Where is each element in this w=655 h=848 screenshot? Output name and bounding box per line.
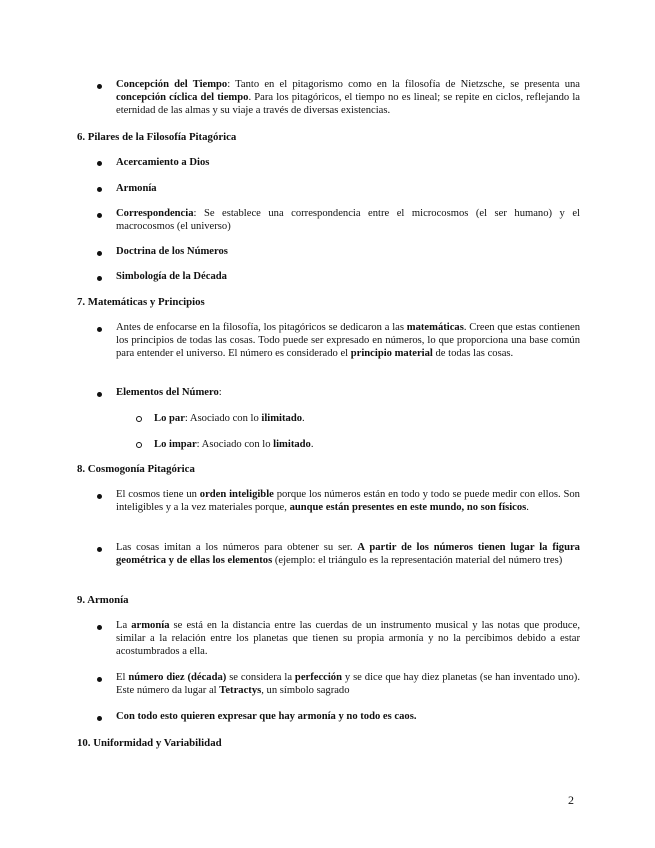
section-heading-10: 10. Uniformidad y Variabilidad bbox=[77, 737, 222, 749]
bullet-icon bbox=[97, 677, 102, 682]
bullet-icon bbox=[97, 625, 102, 630]
sub-list-item: Lo impar: Asociado con lo limitado. bbox=[154, 439, 314, 450]
list-item: Correspondencia: Se establece una correspondencia entre el microcosmos (el ser humano) y el macrocosmos (el universo) bbox=[116, 208, 580, 232]
section-heading-7: 7. Matemáticas y Principios bbox=[77, 296, 205, 308]
bullet-icon bbox=[97, 494, 102, 499]
list-item: Con todo esto quieren expresar que hay armonía y no todo es caos. bbox=[116, 711, 417, 722]
list-item: Acercamiento a Dios bbox=[116, 157, 210, 168]
bullet-icon bbox=[97, 276, 102, 281]
bullet-icon bbox=[97, 392, 102, 397]
bullet-icon bbox=[97, 716, 102, 721]
list-item: El número diez (década) se considera la perfección y se dice que hay diez planetas (se han inventado uno). Este número da lugar al Tetractys, un símbolo sagrado bbox=[116, 672, 580, 696]
term: concepción cíclica del tiempo bbox=[116, 92, 249, 103]
bullet-icon bbox=[97, 547, 102, 552]
section-heading-8: 8. Cosmogonía Pitagórica bbox=[77, 463, 195, 475]
bullet-icon bbox=[97, 213, 102, 218]
sub-bullet-icon bbox=[136, 442, 142, 448]
list-item: Antes de enfocarse en la filosofía, los pitagóricos se dedicaron a las matemáticas. Creen que estas contienen los principios de todas las cosas. Todo puede ser expresado en números, lo que proporciona una base común para entender el universo. El número es considerado el principio material de todas las cosas. bbox=[116, 322, 580, 359]
list-item: El cosmos tiene un orden inteligible porque los números están en todo y todo se puede medir con ellos. Son inteligibles y a la vez materiales porque, aunque están presentes en este mundo, no son físicos. bbox=[116, 489, 580, 513]
bullet-icon bbox=[97, 84, 102, 89]
text: . Para los pitagóricos, el tiempo no es lineal; se repite en ciclos, reflejando la eternidad de las almas y su viaje a través de diversas existencias. bbox=[116, 92, 581, 116]
bullet-icon bbox=[97, 161, 102, 166]
bullet-icon bbox=[97, 327, 102, 332]
list-item: Doctrina de los Números bbox=[116, 246, 228, 257]
text: : Tanto en el pitagorismo como en la filosofía de Nietzsche, se presenta una bbox=[227, 79, 580, 90]
section-heading-9: 9. Armonía bbox=[77, 594, 129, 606]
bullet-icon bbox=[97, 187, 102, 192]
list-item: Armonía bbox=[116, 183, 157, 194]
bullet-icon bbox=[97, 251, 102, 256]
list-item: Elementos del Número: bbox=[116, 387, 222, 398]
sub-list-item: Lo par: Asociado con lo ilimitado. bbox=[154, 413, 305, 424]
list-item bbox=[116, 78, 580, 117]
term: Concepción del Tiempo bbox=[116, 79, 228, 90]
list-item: La armonía se está en la distancia entre las cuerdas de un instrumento musical y las notas que produce, similar a la relación entre los planetas que tienen su propia armonía y no la percibimos debido a estar acostumbrados a ella. bbox=[116, 620, 580, 657]
sub-bullet-icon bbox=[136, 416, 142, 422]
page-number: 2 bbox=[568, 793, 574, 807]
list-item: Las cosas imitan a los números para obtener su ser. A partir de los números tienen lugar la figura geométrica y de ellas los elementos (ejemplo: el triángulo es la representación material del número tres) bbox=[116, 542, 580, 566]
list-item: Simbología de la Década bbox=[116, 271, 227, 282]
section-heading-6: 6. Pilares de la Filosofía Pitagórica bbox=[77, 131, 237, 143]
